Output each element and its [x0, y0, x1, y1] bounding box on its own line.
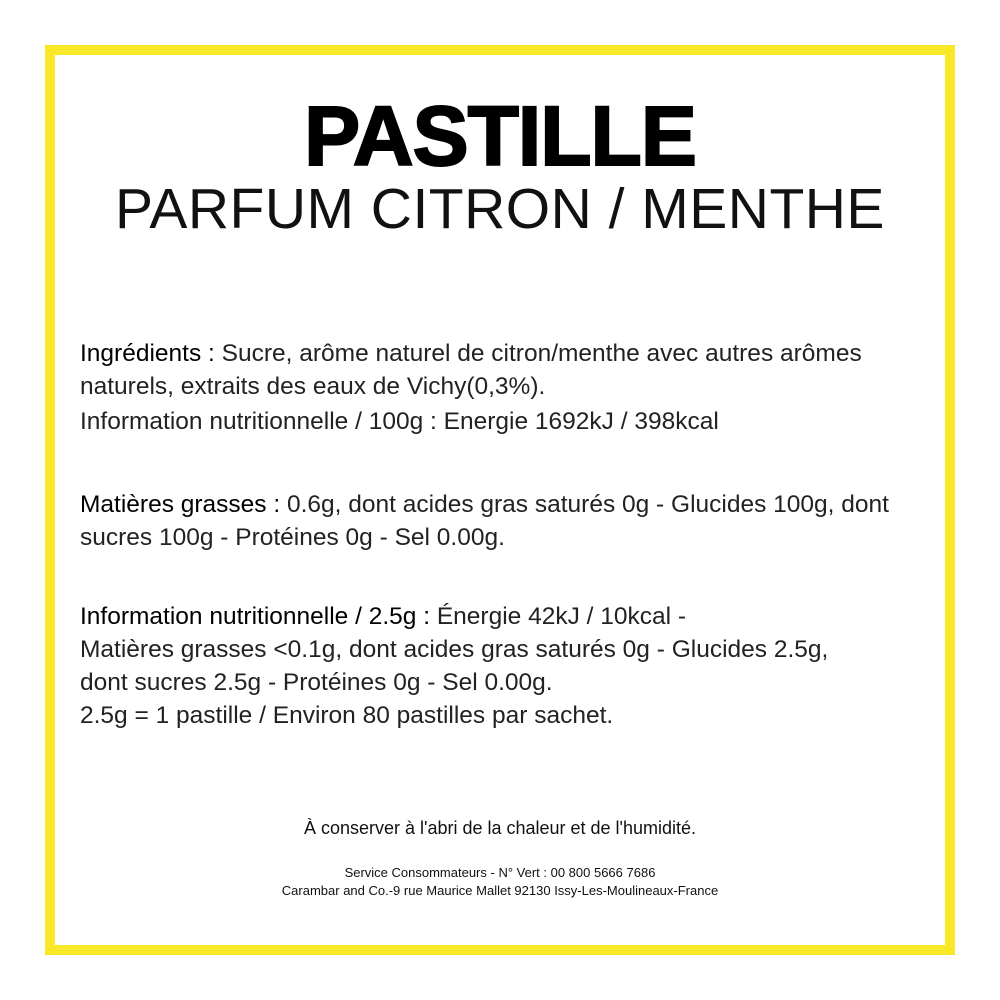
fats-text: 0.6g, dont acides gras saturés 0g - Glucides 100g, dont sucres 100g - Protéines 0g - Sel 0.00g. — [80, 491, 889, 551]
ingredients-section — [80, 337, 930, 438]
ingredients-label: Ingrédients : — [80, 340, 215, 367]
nutrition-serving-line1: Énergie 42kJ / 10kcal - — [430, 603, 687, 630]
nutrition-serving-label: Information nutritionnelle / 2.5g : — [80, 603, 431, 630]
customer-service: Service Consommateurs - N° Vert : 00 800 5666 7686 — [344, 865, 656, 880]
nutrition-serving-line2: Matières grasses <0.1g, dont acides gras saturés 0g - Glucides 2.5g, — [80, 636, 829, 663]
company-address: Carambar and Co.-9 rue Maurice Mallet 92130 Issy-Les-Moulineaux-France — [281, 883, 719, 898]
product-title: PASTILLE — [304, 89, 696, 183]
nutrition-serving-line4: 2.5g = 1 pastille / Environ 80 pastilles par sachet. — [80, 702, 614, 729]
ingredients-text: Sucre, arôme naturel de citron/menthe avec autres arômes naturels, extraits des eaux de Vichy(0,3%). — [80, 340, 862, 400]
nutrition-serving-line3: dont sucres 2.5g - Protéines 0g - Sel 0.00g. — [80, 669, 553, 696]
product-subtitle: PARFUM CITRON / MENTHE — [115, 177, 885, 241]
fats-section — [80, 488, 930, 554]
fats-label: Matières grasses : — [80, 491, 281, 518]
nutrition-100g: Information nutritionnelle / 100g : Energie 1692kJ / 398kcal — [80, 408, 719, 435]
storage-instructions: À conserver à l'abri de la chaleur et de l'humidité. — [303, 818, 697, 838]
nutrition-serving-section — [80, 600, 930, 732]
